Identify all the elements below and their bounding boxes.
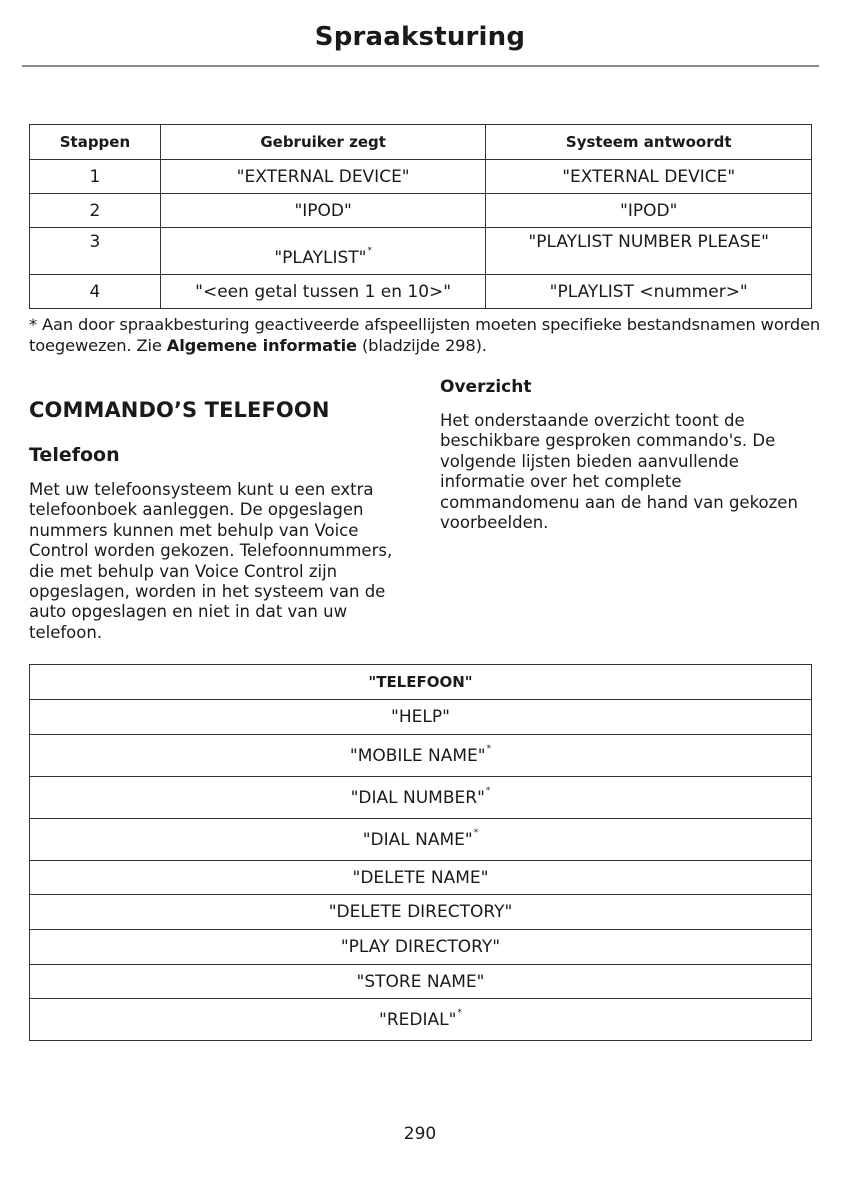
step-number: 1 <box>30 160 161 194</box>
body-paragraph: Het onderstaande overzicht toont de beschikbare gesproken commando's. De volgende lijsten bieden aanvullende informatie over het complete commandomenu aan de hand van gekozen voorbeelden. <box>440 411 798 533</box>
command-cell <box>30 999 812 1041</box>
table-footnote <box>29 314 824 356</box>
footnote-marker: * <box>367 246 372 256</box>
table-header-row <box>30 125 812 160</box>
table-row <box>30 999 812 1041</box>
user-command-text: "IPOD" <box>294 200 352 221</box>
system-response: "EXTERNAL DEVICE" <box>486 160 812 194</box>
table-row <box>30 700 812 735</box>
user-command-text: "PLAYLIST" <box>274 248 367 268</box>
user-command-text: "EXTERNAL DEVICE" <box>236 166 410 187</box>
table-row <box>30 930 812 965</box>
step-number: 4 <box>30 275 161 309</box>
column-header-phone: "TELEFOON" <box>30 665 812 700</box>
footnote-marker: * <box>485 785 491 796</box>
command-label: "MOBILE NAME" <box>349 745 486 766</box>
command-label: "PLAY DIRECTORY" <box>340 937 501 957</box>
command-cell <box>30 895 812 930</box>
user-command <box>160 160 486 194</box>
command-label: "HELP" <box>391 707 450 727</box>
column-header-system-answers: Systeem antwoordt <box>486 125 812 160</box>
command-cell <box>30 777 812 819</box>
section-heading: COMMANDO’S TELEFOON <box>29 398 330 422</box>
step-number: 3 <box>30 228 161 275</box>
system-response: "IPOD" <box>486 194 812 228</box>
phone-commands-table <box>29 664 812 1041</box>
command-cell <box>30 930 812 965</box>
column-header-user-says: Gebruiker zegt <box>160 125 486 160</box>
command-label: "STORE NAME" <box>356 971 485 992</box>
step-number: 2 <box>30 194 161 228</box>
system-response: "PLAYLIST NUMBER PLEASE" <box>486 228 812 275</box>
command-cell <box>30 700 812 735</box>
user-command-text: "<een getal tussen 1 en 10>" <box>195 281 452 302</box>
subsection-heading: Telefoon <box>29 444 120 466</box>
voice-steps-table <box>29 124 812 309</box>
command-cell <box>30 861 812 895</box>
table-row <box>30 194 812 228</box>
command-cell <box>30 965 812 999</box>
table-row <box>30 160 812 194</box>
command-label: "DIAL NAME" <box>362 829 473 850</box>
command-label: "DELETE DIRECTORY" <box>328 902 513 922</box>
footnote-text: * Aan door spraakbesturing geactiveerde afspeellijsten moeten specifieke bestandsnamen worden toegewezen. Zie <box>29 315 821 355</box>
table-row <box>30 275 812 309</box>
table-row <box>30 819 812 861</box>
page-number: 290 <box>403 1124 437 1144</box>
table-row <box>30 777 812 819</box>
command-cell <box>30 735 812 777</box>
table-header-row <box>30 665 812 700</box>
command-label: "DELETE NAME" <box>352 867 489 888</box>
title-divider <box>22 65 819 67</box>
table-row <box>30 965 812 999</box>
user-command <box>160 194 486 228</box>
command-label: "REDIAL" <box>379 1009 457 1030</box>
command-cell <box>30 819 812 861</box>
footnote-page-reference: (bladzijde 298). <box>356 336 487 355</box>
subsection-heading: Overzicht <box>440 377 532 397</box>
user-command <box>160 275 486 309</box>
table-row <box>30 861 812 895</box>
table-row <box>30 735 812 777</box>
footnote-marker: * <box>486 743 492 754</box>
left-column <box>29 398 409 643</box>
right-column <box>440 377 825 533</box>
page-title: Spraaksturing <box>314 22 526 52</box>
table-row <box>30 228 812 275</box>
user-command <box>160 228 486 275</box>
command-label: "DIAL NUMBER" <box>350 787 485 808</box>
column-header-steps: Stappen <box>30 125 161 160</box>
body-paragraph: Met uw telefoonsysteem kunt u een extra telefoonboek aanleggen. De opgeslagen nummers kunnen met behulp van Voice Control worden gekozen. Telefoonnummers, die met behulp van Voice Control zijn opgeslagen, worden in het systeem van de auto opgeslagen en niet in dat van uw telefoon. <box>29 480 393 642</box>
footnote-marker: * <box>457 1007 462 1018</box>
system-response: "PLAYLIST <nummer>" <box>486 275 812 309</box>
footnote-marker: * <box>473 827 479 838</box>
table-row <box>30 895 812 930</box>
cross-reference-link[interactable]: Algemene informatie <box>166 336 357 355</box>
